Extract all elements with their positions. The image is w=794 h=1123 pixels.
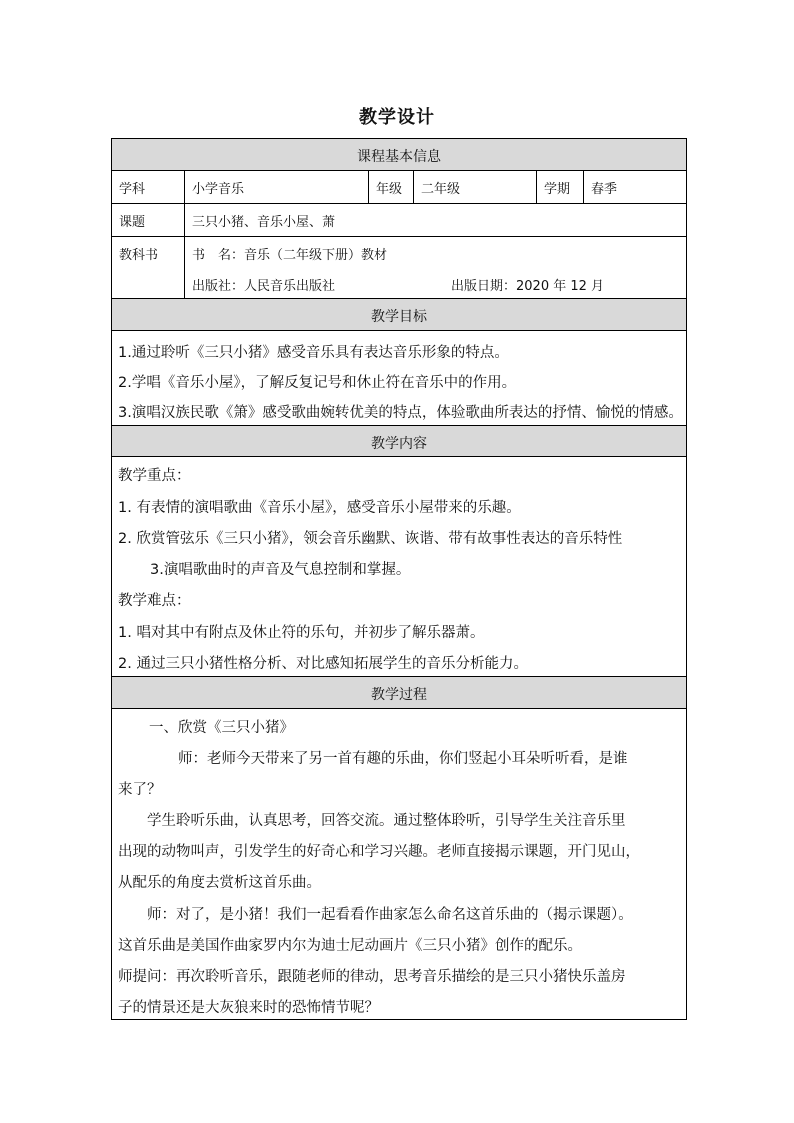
key-point-item: 1. 有表情的演唱歌曲《音乐小屋》，感受音乐小屋带来的乐趣。 (118, 500, 521, 516)
section-header-basic-info (112, 139, 686, 171)
process-block (112, 709, 686, 1019)
process-line: 师：对了，是小猪！我们一起看看作曲家怎么命名这首乐曲的（揭示课题）。 (147, 907, 633, 923)
goal-item: 2.学唱《音乐小屋》，了解反复记号和休止符在音乐中的作用。 (118, 375, 517, 391)
difficult-point-item: 1. 唱对其中有附点及休止符的乐句，并初步了解乐器萧。 (118, 625, 485, 641)
info-row-topic (112, 204, 686, 237)
topic-label: 课题 (119, 215, 146, 230)
grade-value: 二年级 (413, 171, 536, 203)
difficult-point-item: 2. 通过三只小猪性格分析、对比感知拓展学生的音乐分析能力。 (118, 656, 528, 672)
process-line: 师：老师今天带来了另一首有趣的乐曲，你们竖起小耳朵听听看，是谁 (178, 751, 628, 767)
subject-value: 小学音乐 (184, 171, 368, 203)
process-line: 出现的动物叫声，引发学生的好奇心和学习兴趣。老师直接揭示课题，开门见山， (118, 844, 640, 860)
key-point-item: 2. 欣赏管弦乐《三只小猪》，领会音乐幽默、诙谐、带有故事性表达的音乐特性 (118, 531, 623, 547)
section-header-goals (112, 299, 686, 331)
term-value: 春季 (583, 171, 687, 203)
section-header-label: 教学内容 (371, 436, 427, 452)
section-header-content (112, 426, 686, 457)
goal-item: 1.通过聆听《三只小猪》感受音乐具有表达音乐形象的特点。 (118, 345, 509, 361)
textbook-value (184, 237, 687, 298)
key-points-label: 教学重点： (118, 468, 191, 484)
info-row-textbook (112, 237, 686, 299)
process-line: 这首乐曲是美国作曲家罗内尔为迪士尼动画片《三只小猪》创作的配乐。 (118, 938, 582, 954)
section-header-label: 教学过程 (371, 687, 427, 703)
section-header-label: 教学目标 (371, 309, 427, 325)
section-header-label: 课程基本信息 (357, 149, 441, 165)
grade-label: 年级 (368, 171, 413, 203)
process-line: 学生聆听乐曲，认真思考，回答交流。通过整体聆听，引导学生关注音乐里 (147, 813, 626, 829)
process-heading: 一、欣赏《三只小猪》 (149, 720, 294, 736)
book-name-line: 书 名：音乐（二年级下册）教材 (192, 248, 388, 263)
pubdate-line: 出版日期：2020 年 12 月 (451, 279, 605, 294)
process-line: 师提问：再次聆听音乐，跟随老师的律动，思考音乐描绘的是三只小猪快乐盖房 (118, 969, 626, 985)
term-label: 学期 (536, 171, 583, 203)
process-line: 从配乐的角度去赏析这首乐曲。 (118, 875, 321, 891)
publisher-line: 出版社：人民音乐出版社 (192, 279, 336, 294)
subject-label: 学科 (119, 182, 146, 197)
content-block (112, 457, 686, 677)
key-point-item: 3.演唱歌曲时的声音及气息控制和掌握。 (150, 562, 411, 578)
section-header-process (112, 677, 686, 709)
process-line: 子的情景还是大灰狼来时的恐怖情节呢？ (118, 1000, 379, 1016)
goals-block (112, 331, 686, 426)
goal-item: 3.演唱汉族民歌《箫》感受歌曲婉转优美的特点，体验歌曲所表达的抒情、愉悦的情感。 (118, 405, 683, 421)
difficult-points-label: 教学难点： (118, 593, 191, 609)
lesson-table (111, 138, 687, 1020)
topic-value: 三只小猪、音乐小屋、萧 (184, 204, 687, 236)
process-line: 来了？ (118, 782, 162, 798)
textbook-label: 教科书 (119, 248, 159, 263)
info-row-subject (112, 171, 686, 204)
page-title: 教学设计 (359, 107, 435, 128)
